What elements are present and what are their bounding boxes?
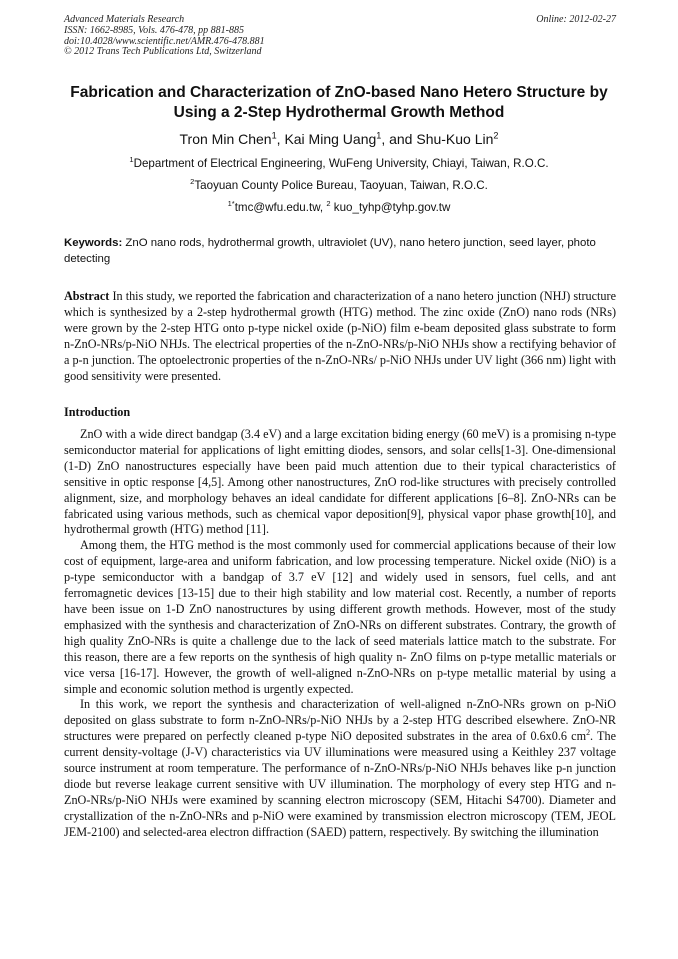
affiliation-mark: 1 (129, 155, 134, 165)
paragraph (64, 697, 616, 840)
journal-header (64, 15, 616, 58)
introduction-body (64, 427, 616, 841)
keywords-label: Keywords: (64, 237, 123, 249)
section-heading-introduction: Introduction (64, 405, 131, 419)
author-separator: , and (381, 131, 417, 147)
abstract-label: Abstract (64, 289, 110, 303)
online-date: Online: 2012-02-27 (536, 14, 616, 25)
copyright-line: © 2012 Trans Tech Publications Ltd, Switzerland (64, 46, 262, 58)
author-name: Tron Min Chen (179, 131, 272, 147)
author-separator: , (276, 131, 285, 147)
paragraph-text: In this work, we report the synthesis and characterization of well-aligned n-ZnO-NRs grown on p-NiO deposited on glass substrate to form n-ZnO-NRs/p-NiO NHJs by a 2-step HTG described elsewhere. ZnO-NR structures were prepared on perfectly cleaned p-type NiO deposited substrates in the area of 0.6x0.6 cm (64, 697, 616, 744)
email-mark: 1* (227, 199, 235, 209)
author-affiliation-mark: 1 (271, 130, 277, 141)
affiliation-2 (40, 179, 638, 193)
affiliation-text: Department of Electrical Engineering, WuFeng University, Chiayi, Taiwan, R.O.C. (133, 157, 549, 170)
journal-name: Advanced Materials Research (64, 14, 185, 25)
author-name: Shu-Kuo Lin (416, 131, 494, 147)
paragraph-text: . The current density-voltage (J-V) characteristics via UV illuminations were measured using a Keithley 237 voltage source instrument at room temperature. The performance of n-ZnO-NRs/p-NiO NHJs behaves like p-n junction diode but reverse leakage current sensitive with UV illumination. The morphology of every step HTG and n-ZnO-NRs/p-NiO NHJs were examined by scanning electron microscopy (SEM, Hitachi S4700). Diameter and crystallization of the n-ZnO-NRs and p-NiO were examined by transmission electron microscopy (TEM, JEOL JEM-2100) and selected-area electron diffraction (SAED) pattern, respectively. By switching the illumination (64, 729, 616, 839)
email-mark: 2 (326, 199, 331, 209)
keywords (64, 236, 616, 267)
issn-line: ISSN: 1662-8985, Vols. 476-478, pp 881-885 (64, 24, 244, 36)
abstract-text: In this study, we reported the fabrication and characterization of a nano hetero junction (NHJ) structure which is synthesized by a 2-step hydrothermal growth (HTG) method. The zinc oxide (ZnO) nano rods (NRs) were grown by the 2-step HTG onto p-type nickel oxide (p-NiO) film e-beam deposited glass substrate to form n-ZnO-NRs/p-NiO NHJs. The electrical properties of the n-ZnO-NRs/p-NiO NHJs show a rectifying behavior of a p-n junction. The optoelectronic properties of the n-ZnO-NRs/ p-NiO NHJs under UV light (366 nm) light with good sensitivity were presented. (64, 289, 616, 383)
author-list (40, 130, 638, 148)
email-line (40, 201, 638, 215)
email-text: kuo_tyhp@tyhp.gov.tw (330, 201, 451, 214)
keywords-text: ZnO nano rods, hydrothermal growth, ultraviolet (UV), nano hetero junction, seed layer, photo detecting (64, 237, 596, 265)
paper-title: Fabrication and Characterization of ZnO-based Nano Hetero Structure by Using a 2-Step Hydrothermal Growth Method (70, 84, 608, 121)
paragraph: ZnO with a wide direct bandgap (3.4 eV) and a large excitation biding energy (60 meV) is a promising n-type semiconductor material for applications of light emitting diodes, sensors, and solar cells[1-3]. One-dimensional (1-D) ZnO nanostructures especially have been paid much attention due to their typical characteristics of sensitive in optic response [4,5]. Among other nanostructures, ZnO rod-like structures with precisely controlled alignment, size, and morphology behaves an ideal candidate for different applications [6–8]. ZnO-NRs can be fabricated using various methods, such as chemical vapor deposition[9], physical vapor phase growth[10], and hydrothermal growth (HTG) method [11]. (64, 427, 616, 537)
affiliation-text: Taoyuan County Police Bureau, Taoyuan, Taiwan, R.O.C. (194, 179, 488, 192)
email-text: tmc@wfu.edu.tw, (234, 201, 327, 214)
affiliation-mark: 2 (190, 177, 195, 187)
abstract (64, 288, 616, 384)
doi-line: doi:10.4028/www.scientific.net/AMR.476-478.881 (64, 35, 265, 47)
superscript: 2 (586, 728, 591, 738)
author-affiliation-mark: 1 (376, 130, 382, 141)
author-affiliation-mark: 2 (493, 130, 499, 141)
affiliation-1 (40, 157, 638, 171)
paragraph: Among them, the HTG method is the most commonly used for commercial applications because of their low cost of equipment, large-area and uniform fabrication, and low processing temperature. Nickel oxide (NiO) is a p-type semiconductor with a bandgap of 3.7 eV [12] and widely used in sensors, fuel cells, and ant ferromagnetic devices [13-15] due to their high stability and low material cost. Recently, a number of reports have been issue on 1-D ZnO nanostructures by using different growth methods. However, most of the study emphasized with the synthesis and characterization of ZnO-NRs on different substrates. Contrary, the growth of high quality ZnO-NRs is quite a challenge due to the lack of seed materials lattice match to the substrate. For this reason, there are a few reports on the synthesis of high quality n- ZnO films on p-type metallic materials or vice versa [16-17]. However, the growth of well-aligned n-ZnO-NRs on p-type metallic material by using a simple and economic solution method is urgently expected. (64, 538, 616, 696)
author-name: Kai Ming Uang (284, 131, 377, 147)
